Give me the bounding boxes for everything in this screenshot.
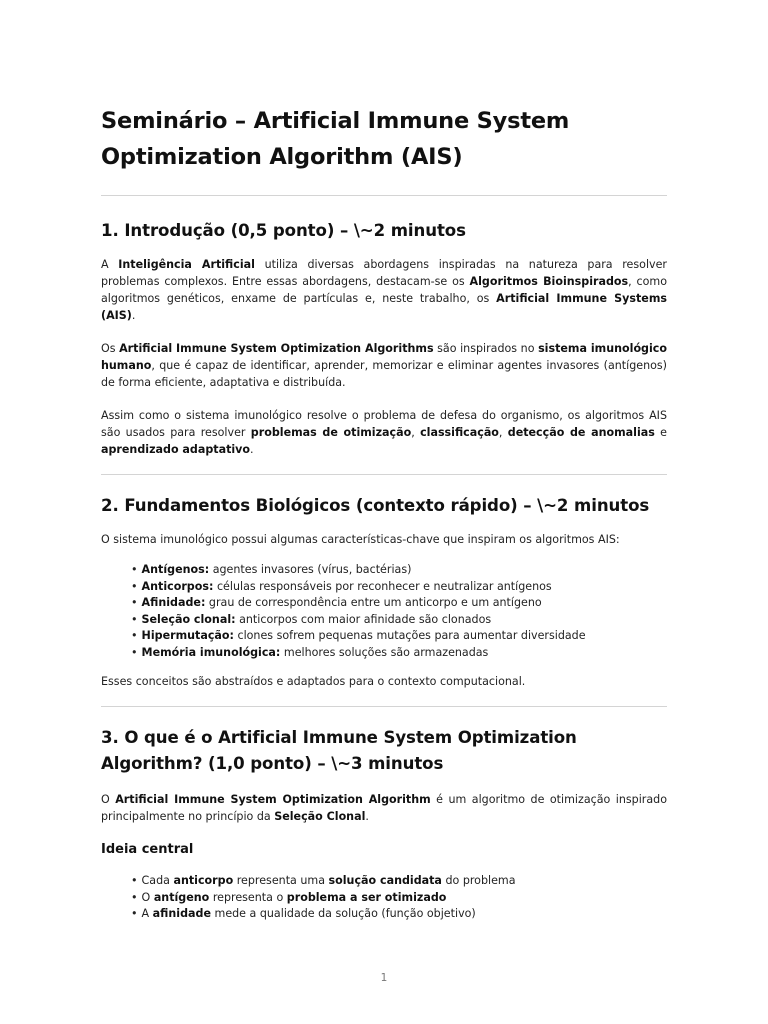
bullet-icon: • bbox=[131, 563, 138, 576]
section-1-paragraph-1: A Inteligência Artificial utiliza diversas abordagens inspiradas na natureza para resolver problemas complexos. Entre essas abordagens, destacam-se os Algoritmos Bioinspirados, como algoritmos genéticos, enxame de partículas e, neste trabalho, os Artificial Immune Systems (AIS). bbox=[101, 258, 668, 322]
section-1-paragraph-2: Os Artificial Immune System Optimization Algorithms são inspirados no sistema imunológico humano, que é capaz de identificar, aprender, memorizar e eliminar agentes invasores (antígenos) de forma eficiente, adaptativa e distribuída. bbox=[101, 342, 668, 389]
list-item: • A afinidade mede a qualidade da solução (função objetivo) bbox=[131, 907, 476, 920]
section-1-heading: 1. Introdução (0,5 ponto) – \~2 minutos bbox=[101, 221, 466, 240]
section-3-paragraph-1: O Artificial Immune System Optimization Algorithm é um algoritmo de otimização inspirado principalmente no princípio da Seleção Clonal. bbox=[101, 793, 667, 823]
bullet-icon: • bbox=[131, 874, 138, 887]
bullet-icon: • bbox=[131, 890, 138, 904]
list-item: • Hipermutação: clones sofrem pequenas mutações para aumentar diversidade bbox=[131, 629, 586, 642]
divider bbox=[101, 706, 667, 707]
bullet-icon: • bbox=[131, 612, 138, 626]
list-item: • Anticorpos: células responsáveis por reconhecer e neutralizar antígenos bbox=[131, 579, 552, 593]
section-3-subheading: Ideia central bbox=[101, 842, 194, 857]
section-1-paragraph-3: Assim como o sistema imunológico resolve o problema de defesa do organismo, os algoritmos AIS são usados para resolver problemas de otimização, classificação, detecção de anomalias e aprendizado adaptativo. bbox=[101, 409, 667, 456]
bullet-icon: • bbox=[131, 579, 138, 593]
divider bbox=[101, 474, 667, 475]
list-item: • Antígenos: agentes invasores (vírus, bactérias) bbox=[131, 563, 412, 576]
bullet-icon: • bbox=[131, 645, 138, 659]
section-2-heading: 2. Fundamentos Biológicos (contexto rápido) – \~2 minutos bbox=[101, 496, 650, 515]
divider bbox=[101, 195, 667, 196]
list-item: • Afinidade: grau de correspondência entre um anticorpo e um antígeno bbox=[131, 596, 542, 609]
section-3-heading: 3. O que é o Artificial Immune System Optimization Algorithm? (1,0 ponto) – \~3 minutos bbox=[101, 728, 577, 773]
list-item: • O antígeno representa o problema a ser otimizado bbox=[131, 890, 447, 904]
central-idea-list bbox=[101, 873, 667, 923]
section-2-intro: O sistema imunológico possui algumas características-chave que inspiram os algoritmos AIS: bbox=[101, 533, 620, 546]
biology-concepts-list bbox=[101, 562, 667, 661]
list-item: • Cada anticorpo representa uma solução candidata do problema bbox=[131, 874, 516, 887]
section-2-outro: Esses conceitos são abstraídos e adaptados para o contexto computacional. bbox=[101, 675, 526, 688]
bullet-icon: • bbox=[131, 907, 138, 920]
page-number: 1 bbox=[380, 972, 388, 984]
bullet-icon: • bbox=[131, 596, 138, 609]
bullet-icon: • bbox=[131, 629, 138, 642]
list-item: • Seleção clonal: anticorpos com maior afinidade são clonados bbox=[131, 612, 492, 626]
document-title: Seminário – Artificial Immune System Optimization Algorithm (AIS) bbox=[101, 108, 570, 170]
list-item: • Memória imunológica: melhores soluções são armazenadas bbox=[131, 645, 489, 659]
